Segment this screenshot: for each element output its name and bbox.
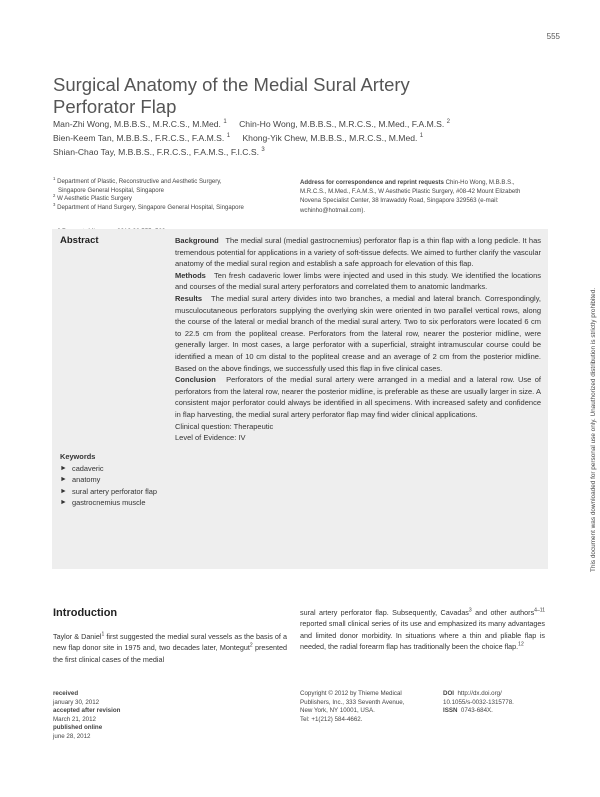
copyright-notice [300,690,425,724]
introduction-paragraph [53,631,287,665]
introduction-paragraph [300,607,545,652]
doi-link[interactable]: http://dx.doi.org/ [457,690,502,697]
article-title [53,74,523,118]
affiliation-marker: 1 [53,175,56,181]
abstract-body [175,235,541,444]
keyword-item [60,463,172,475]
abstract-methods [175,270,541,293]
issn-value: 0743-684X. [460,707,493,715]
author-name: Chin-Ho Wong, M.B.B.S., M.R.C.S., M.Med., F.A.M.S. [239,119,445,129]
reference-marker: 1 [101,631,105,638]
affiliation-text: Department of Hand Surgery, Singapore General Hospital, Singapore [57,203,244,211]
level-of-evidence: Level of Evidence: IV [175,433,246,443]
affiliation-text: W Aesthetic Plastic Surgery [57,195,132,203]
keywords-heading: Keywords [60,452,96,461]
author-affiliation-marker: 2 [446,119,451,126]
published-label: published online [53,724,103,732]
author-affiliation-marker: 1 [419,133,424,140]
section-text: The medial sural artery divides into two branches, a medial and lateral branch. Correspondingly, musculocutaneous perforators supplying the overlying skin were oriented in two parallel vertical rows, along the course of the lateral or medial branch of the medial sural artery. Two to six perforators were located 6 cm to 22.5 cm from the popliteal crease. Perforators from the lateral row, nearer the posterior midline, were generally larger. In most cases, a large perforator with a superficial, straight intramuscular course could be identified a mean of 10 cm distal to the popliteal crease and an average of 2 cm from the posterior midline. Based on the above findings, we successfully used this flap in five clinical cases. [175,293,541,373]
article-dates [53,690,253,742]
introduction-right-column [300,607,545,652]
text-run: Taylor & Daniel [53,632,102,641]
affiliation [53,195,288,204]
doi-block [443,690,553,716]
doi-label: DOI [443,690,455,697]
section-text: Perforators of the medial sural artery were arranged in a medial and a lateral row. Use of perforators from the lateral row, nearer the posterior midline, is preferable as these are usually larger in size. A consistent major perforator could always be identified in all specimens. With increased safety and confidence in flap harvesting, the medial sural artery perforator flap may find wider clinical applications. [175,375,541,419]
text-run: first suggested the medial sural vessels as the basis of a new flap donor site in 1975 and, two decades later, Montegut [53,632,287,653]
text-run: sural artery perforator flap. Subsequently, Cavadas [300,608,469,617]
arrow-right-icon: ► [60,476,67,484]
author-affiliation-marker: 3 [261,147,265,154]
reference-marker: 3 [468,607,472,614]
author-name: Bien-Keem Tan, M.B.B.S., F.R.C.S., F.A.M.S. [53,133,225,143]
keyword-item [60,497,172,509]
page-number: 555 [546,32,560,41]
affiliation-text: Singapore General Hospital, Singapore [58,186,165,194]
doi-value: 10.1055/s-0032-1315778. [443,698,514,706]
section-label: Methods [175,270,206,280]
section-label: Conclusion [175,375,216,385]
text-run: and other authors [471,608,535,617]
copyright-line: Copyright © 2012 by Thieme Medical [300,690,402,697]
affiliation [53,175,288,195]
received-label: received [53,690,79,697]
affiliations [53,175,288,212]
text-run: presented the first clinical cases of the medial [53,643,287,664]
received-date: january 30, 2012 [53,698,100,706]
author-row [53,117,533,131]
author-row [53,145,533,159]
author-name: Man-Zhi Wong, M.B.B.S., M.R.C.S., M.Med. [53,119,221,129]
affiliation-text: Department of Plastic, Reconstructive and Aesthetic Surgery, [57,178,222,185]
correspondence [300,178,540,215]
section-label: Background [175,236,219,245]
copyright-line: New York, NY 10001, USA. [300,707,375,715]
abstract-background [175,235,541,270]
affiliation-marker: 3 [53,201,56,207]
author-row [53,131,533,145]
reference-marker: 2 [249,642,253,649]
published-date: june 28, 2012 [53,732,91,740]
keyword-text: gastrocnemius muscle [72,498,146,508]
keyword-item [60,474,172,486]
keyword-text: cadaveric [72,463,104,473]
section-text: The medial sural (medial gastrocnemius) perforator flap is a thin flap with a long pedicle. It has tremendous potential for applications in a variety of soft-tissue defects. We aimed to further clarify the vascular anatomy of the medial sural region and establish a safe approach for elevation of this flap. [175,236,541,269]
correspondence-label: Address for correspondence and reprint requests [300,179,444,186]
reference-marker: 4–11 [534,607,545,614]
author-affiliation-marker: 1 [226,133,231,140]
arrow-right-icon: ► [60,499,67,507]
accepted-label: accepted after revision [53,707,121,715]
correspondence-text: Chin-Ho Wong, M.B.B.S., M.R.C.S., M.Med., F.A.M.S., W Aesthetic Plastic Surgery, #08-42 Mount Elizabeth Novena Specialist Center, 38 Irrawaddy Road, Singapore 329563 (e-mail: wchinho@hotmail.com). [300,179,521,214]
accepted-date: March 21, 2012 [53,715,96,723]
section-label: Results [175,293,203,303]
download-notice: This document was downloaded for personal use only. Unauthorized distribution is strictly prohibited. [590,287,597,572]
keywords [60,451,172,509]
affiliation [53,201,288,213]
abstract-conclusion [175,374,541,420]
author-list [53,117,533,159]
keyword-item [60,486,172,498]
section-text: Ten fresh cadaveric lower limbs were injected and used in this study. We identified the locations and courses of the medial sural artery perforators and correlated them to anatomic landmarks. [175,270,541,292]
introduction-left-column [53,631,287,665]
arrow-right-icon: ► [60,464,67,472]
text-run: reported small clinical series of its use and emphasized its many advantages and limited donor morbidity. In situations where a thin and pliable flap is needed, the radial forearm flap has traditionally been the choice flap. [300,619,545,651]
abstract-heading: Abstract [60,235,99,246]
clinical-question: Clinical question: Therapeutic [175,421,274,431]
copyright-line: Tel: +1(212) 584-4662. [300,715,363,723]
author-affiliation-marker: 1 [223,119,227,126]
introduction-heading: Introduction [53,607,118,619]
keyword-text: anatomy [72,475,101,485]
title-line-1: Surgical Anatomy of the Medial Sural Artery [53,74,410,96]
issn-label: ISSN [443,707,458,715]
arrow-right-icon: ► [60,487,67,495]
abstract-results [175,293,541,374]
title-line-2: Perforator Flap [53,96,177,118]
author-name: Shian-Chao Tay, M.B.B.S., F.R.C.S., F.A.M.S., F.I.C.S. [53,147,259,157]
reference-marker: 12 [518,641,524,648]
keyword-text: sural artery perforator flap [72,486,158,496]
keyword-list [60,463,172,509]
copyright-line: Publishers, Inc., 333 Seventh Avenue, [300,698,405,706]
author-name: Khong-Yik Chew, M.B.B.S., M.R.C.S., M.Med. [242,133,418,143]
affiliation-marker: 2 [53,193,56,199]
